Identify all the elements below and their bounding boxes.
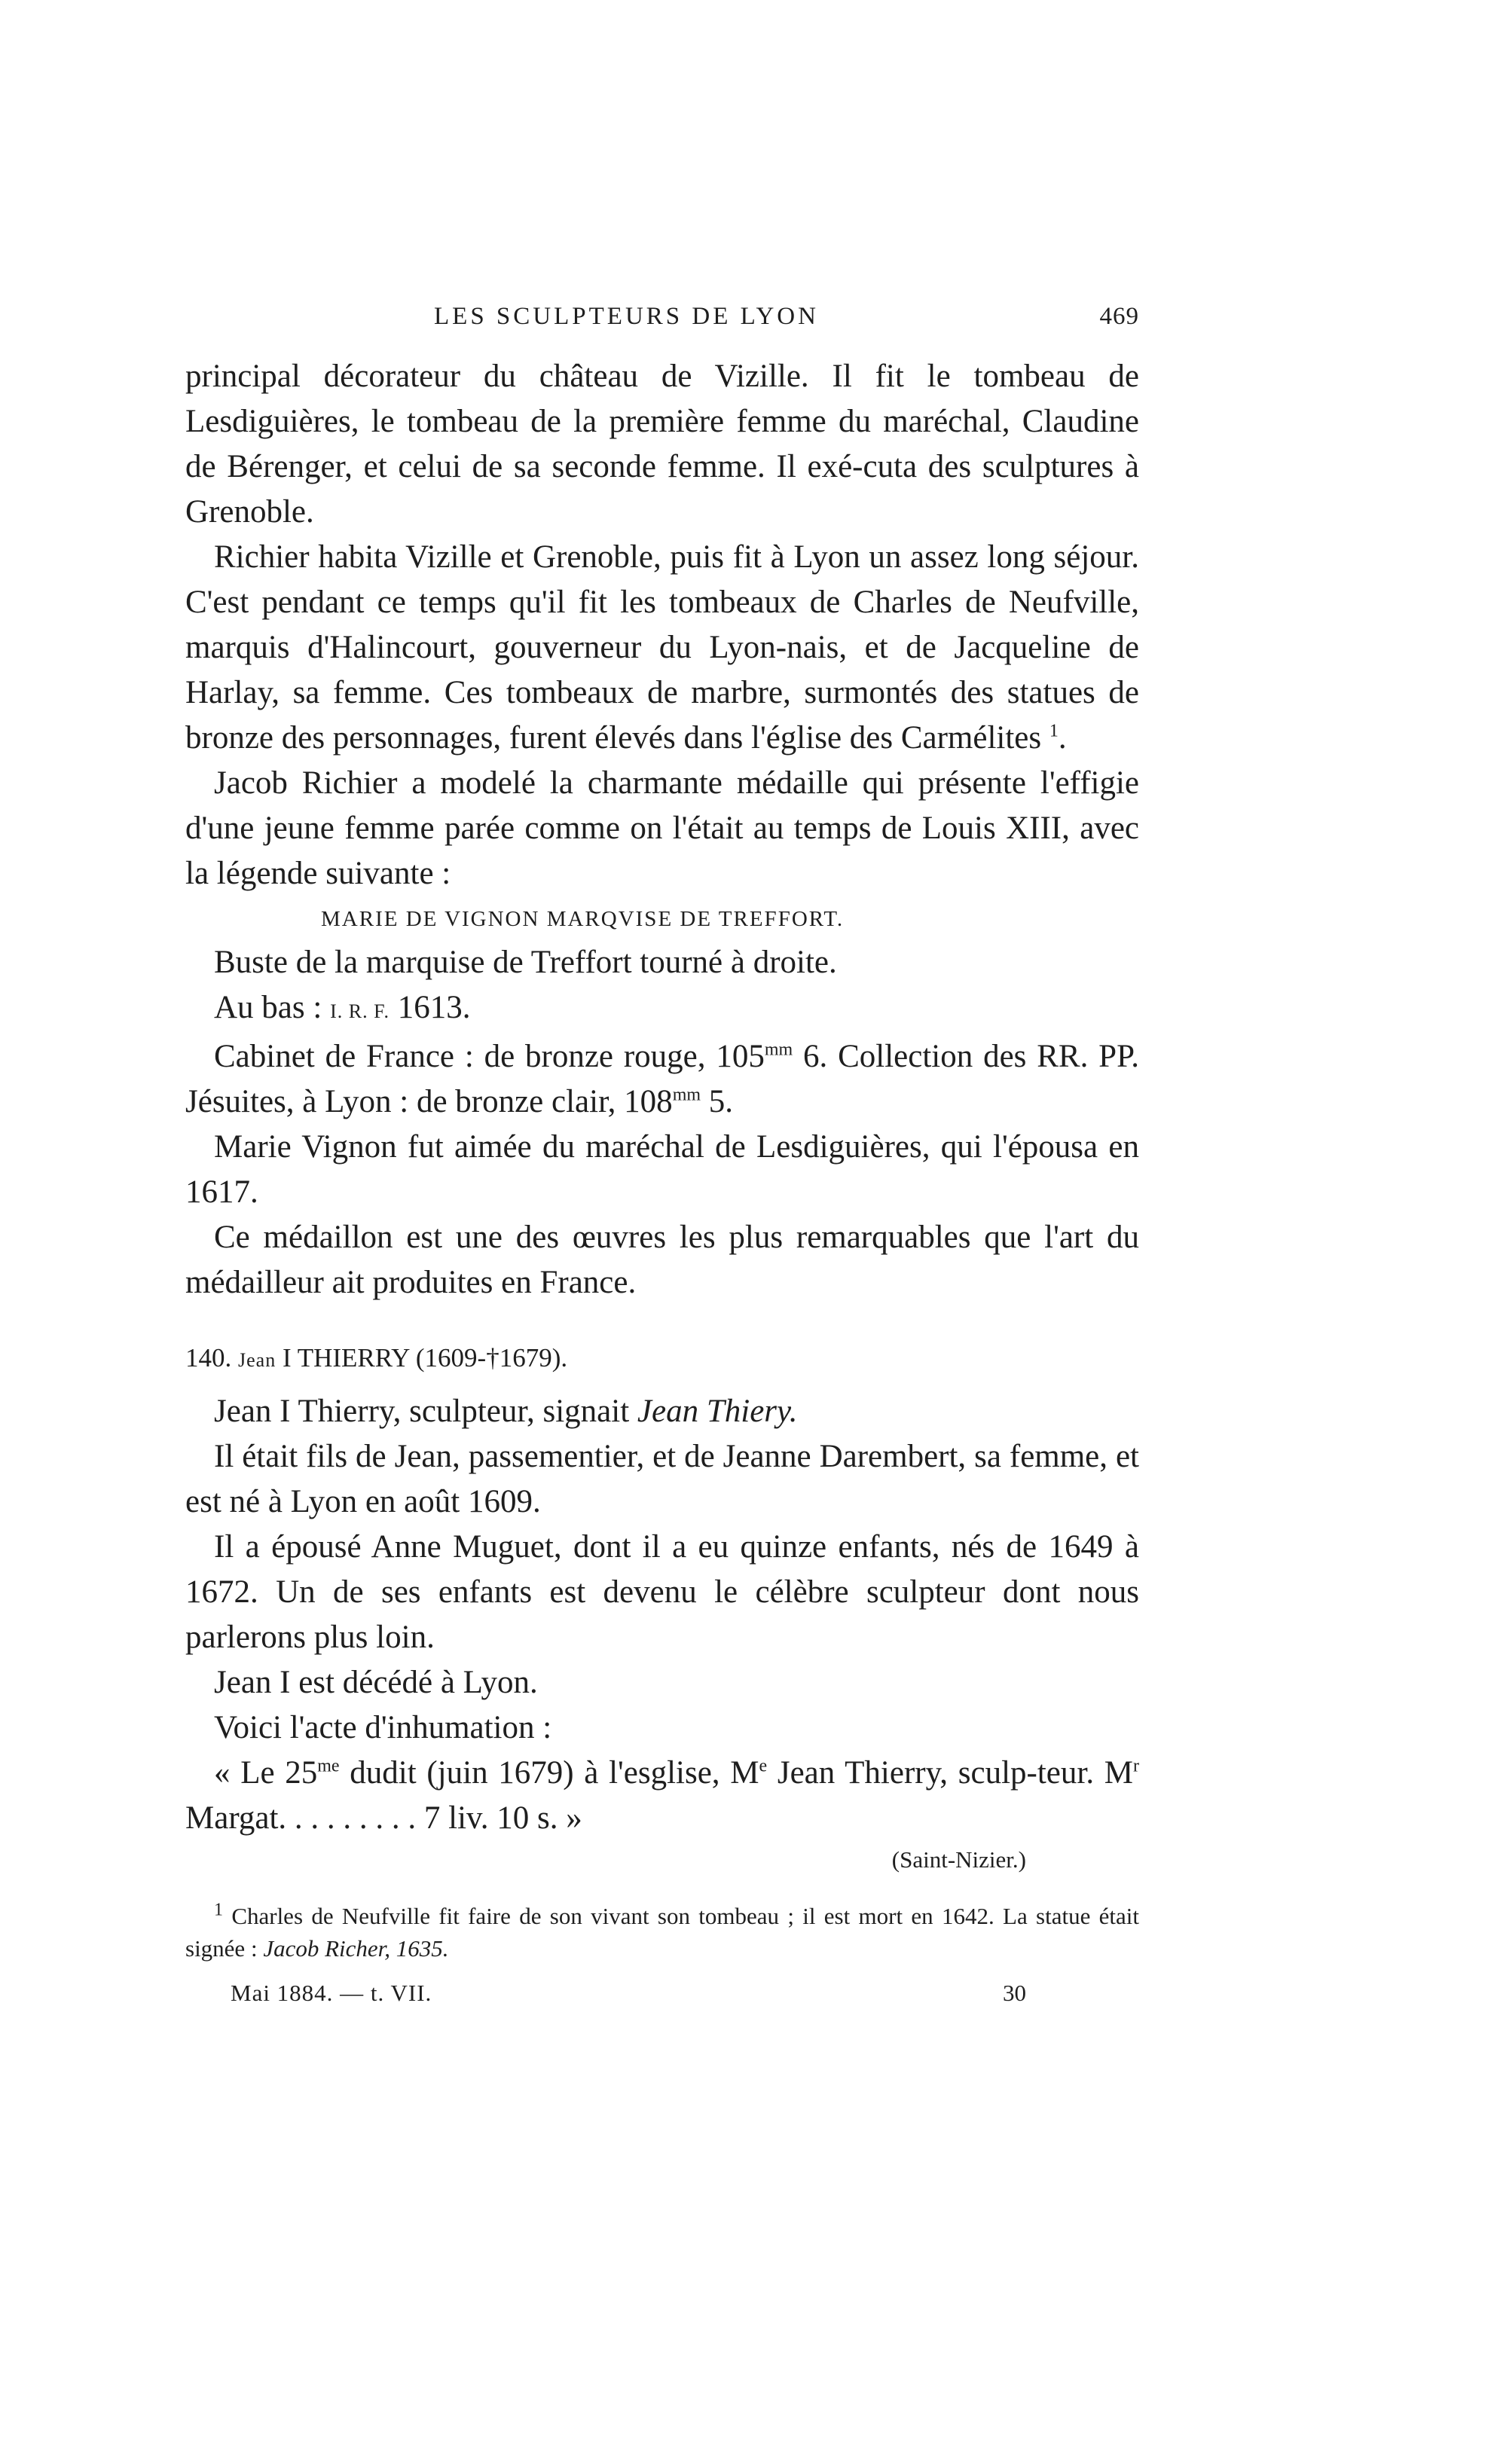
paragraph-8: Ce médaillon est une des œuvres les plus remarquables que l'art du médailleur ait produites en France. — [185, 1220, 1139, 1300]
burial-sup-1: me — [317, 1756, 340, 1776]
paragraph-10: Il était fils de Jean, passementier, et de Jeanne Darembert, sa femme, et est né à Lyon en août 1609. — [185, 1439, 1139, 1519]
unit-mm-1: mm — [764, 1040, 793, 1060]
paragraph-6-c: 5. — [701, 1084, 734, 1119]
body-text — [185, 354, 1139, 1879]
burial-record-c: Jean Thierry, sculp-teur. M — [767, 1755, 1133, 1791]
burial-record — [185, 1751, 1139, 1841]
footnotes — [185, 1900, 1139, 1965]
paragraph-2-text: Richier habita Vizille et Grenoble, puis fit à Lyon un assez long séjour. C'est pendant ce temps qu'il fit les tombeaux de Charles de Neufville, marquis d'Halincourt, gouverneur du Lyon-nais, et de Jacqueline de Harlay, sa femme. Ces tombeaux de marbre, surmontés des statues de bronze des personnages, furent élevés dans l'église des Carmélites — [185, 539, 1139, 756]
issue-date: Mai 1884. — t. VII. — [231, 1980, 432, 2006]
paragraph-4: Buste de la marquise de Treffort tourné à droite. — [214, 945, 837, 980]
paragraph-13: Voici l'acte d'inhumation : — [214, 1710, 552, 1745]
burial-record-b: dudit (juin 1679) à l'esglise, M — [339, 1755, 759, 1791]
burial-sup-2: e — [759, 1756, 768, 1776]
unit-mm-2: mm — [672, 1085, 701, 1105]
medal-initials: I. R. F. — [330, 1000, 390, 1022]
section-name-first: Jean — [238, 1349, 276, 1371]
section-dates: (1609-†1679). — [415, 1343, 568, 1372]
burial-sup-3: r — [1133, 1756, 1139, 1776]
footnote-signature: Jacob Richer, 1635. — [263, 1935, 449, 1962]
record-source: (Saint-Nizier.) — [891, 1846, 1026, 1873]
signature-text: Jean Thiery. — [637, 1394, 798, 1429]
burial-record-a: « Le 25 — [214, 1755, 318, 1791]
medal-legend: MARIE DE VIGNON MARQVISE DE TREFFORT. — [321, 907, 845, 931]
page-header — [185, 303, 1139, 340]
paragraph-7: Marie Vignon fut aimée du maréchal de Lesdiguières, qui l'épousa en 1617. — [185, 1129, 1139, 1210]
paragraph-11: Il a épousé Anne Muguet, dont il a eu quinze enfants, nés de 1649 à 1672. Un de ses enfants est devenu le célèbre sculpteur dont nous parlerons plus loin. — [185, 1529, 1139, 1655]
footnote-marker: 1 — [214, 1900, 223, 1920]
sheet-number: 30 — [1003, 1980, 1026, 2006]
paragraph-6 — [185, 1034, 1139, 1125]
paragraph-3: Jacob Richier a modelé la charmante médaille qui présente l'effigie d'une jeune femme parée comme on l'était au temps de Louis XIII, avec la légende suivante : — [185, 765, 1139, 891]
paragraph-1: principal décorateur du château de Vizille. Il fit le tombeau de Lesdiguières, le tombeau de la première femme du maréchal, Claudine de Bérenger, et celui de sa seconde femme. Il exé-cuta des sculptures à Grenoble. — [185, 359, 1139, 530]
paragraph-9-text: Jean I Thierry, sculpteur, signait — [214, 1394, 630, 1429]
section-number: 140. — [185, 1343, 232, 1372]
paragraph-9 — [185, 1389, 1139, 1434]
medal-year: 1613. — [397, 990, 471, 1025]
paragraph-6-b: 6. Collection des RR. PP. Jésuites, à Lyon : de bronze clair, 108 — [185, 1039, 1139, 1119]
paragraph-5-prefix: Au bas : — [214, 990, 322, 1025]
section-heading — [185, 1336, 1139, 1383]
running-title: LES SCULPTEURS DE LYON — [434, 303, 819, 330]
footnote-text: Charles de Neufville fit faire de son vivant son tombeau ; il est mort en 1642. La statue était signée : — [185, 1903, 1139, 1962]
paragraph-12: Jean I est décédé à Lyon. — [214, 1665, 538, 1700]
paragraph-5 — [185, 985, 1139, 1034]
footnote-reference: 1 — [1049, 721, 1059, 741]
burial-record-d: Margat. . . . . . . . . 7 liv. 10 s. » — [185, 1800, 582, 1836]
paragraph-2-end: . — [1058, 720, 1067, 756]
page-number: 469 — [1099, 303, 1139, 330]
footnote-1 — [185, 1900, 1139, 1965]
paragraph-6-a: Cabinet de France : de bronze rouge, 105 — [214, 1039, 765, 1074]
paragraph-2 — [185, 535, 1139, 761]
section-name-rest: I THIERRY — [282, 1343, 410, 1372]
